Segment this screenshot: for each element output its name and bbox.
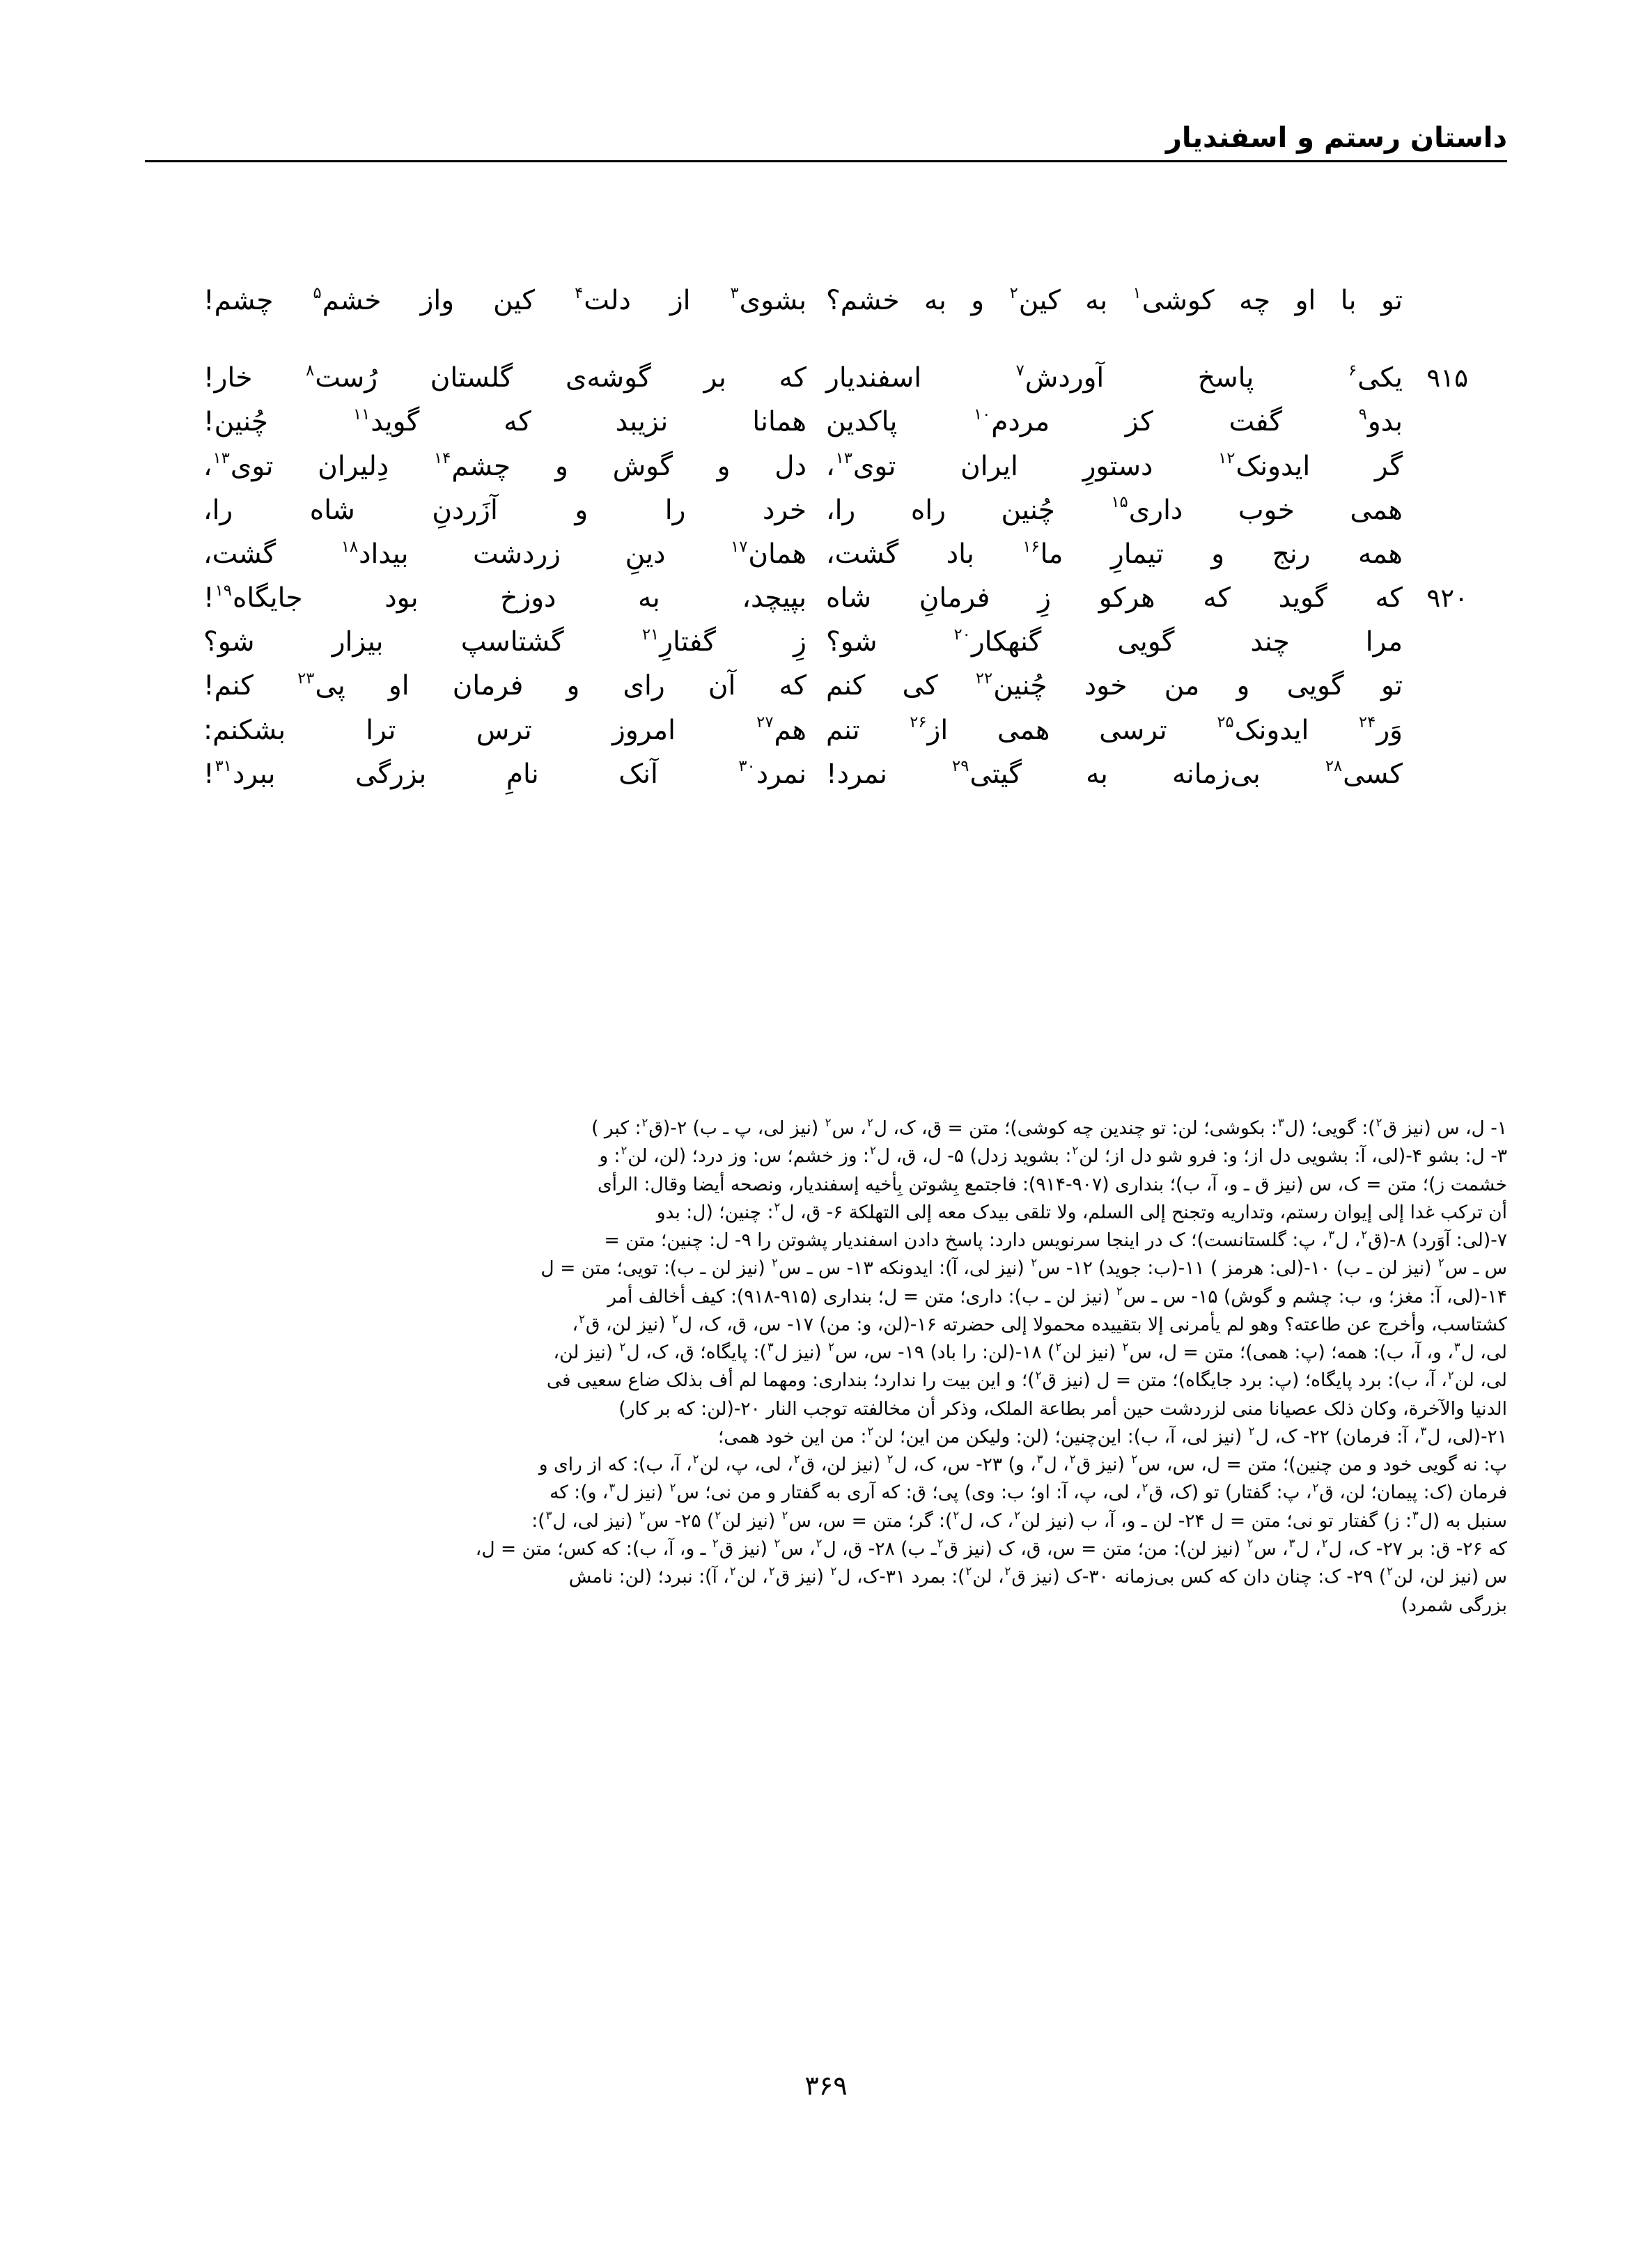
hemistich-text: دل و گوش و چشم$^{۱۴}$ دِلیران توی$^{۱۳}$، xyxy=(203,449,806,482)
hemistich-text: بشوی$^۳$ از دلت$^۴$ کین واز خشم$^۵$ چشم! xyxy=(203,284,806,316)
hemistich-first xyxy=(826,444,1507,488)
hemistich-text: هم$^{۲۷}$ امروز ترس ترا بشکنم: xyxy=(203,713,806,746)
running-head-rule xyxy=(145,160,1507,162)
hemistich-second xyxy=(145,752,826,796)
hemistich-text: که بر گوشه‌ی گلستان رُست$^۸$ خار! xyxy=(203,361,806,394)
hemistich-second xyxy=(145,532,826,576)
hemistich-text: بدو$^۹$ گفت کز مردم$^{۱۰}$ پاکدین xyxy=(826,405,1403,438)
verse-block xyxy=(145,279,1507,796)
hemistich-second xyxy=(145,708,826,752)
hemistich-text: یکی$^۶$ پاسخ آوردش$^۷$ اسفندیار xyxy=(826,361,1403,394)
apparatus-line: لی، ل$^۳$، و، آ، ب): همه؛ (پ: همی)؛ متن = ل، س$^۲$ (نیز لن$^۲$) ۱۸-(لن: را باد) ۱۹- س، س$^۲$ (نیز ل$^۳$): پایگاه؛ ق، ک، ل$^۲$ (نیز لن، xyxy=(553,1340,1507,1364)
hemistich-first xyxy=(826,488,1507,532)
hemistich-text: وَر$^{۲۴}$ ایدونک$^{۲۵}$ ترسی همی از$^{۲۶}$ تنم xyxy=(826,713,1403,746)
hemistich-text: مرا چند گویی گنهکار$^{۲۰}$ شو؟ xyxy=(826,625,1403,658)
hemistich-text: همی خوب داری$^{۱۵}$ چُنین راه را، xyxy=(826,493,1403,526)
apparatus-line: کشتاسب، وأخرج عن طاعته؟ وهو لم یأمرنی إلا بتقییده محمولا إلی حضرته ۱۶-(لن، و: من) ۱۷- س، ق، ک، ل$^۲$ (نیز لن، ق$^۲$، xyxy=(572,1312,1507,1335)
hemistich-first xyxy=(826,708,1507,752)
hemistich-text: تو با او چه کوشی$^۱$ به کین$^۲$ و به خشم؟ xyxy=(826,284,1403,316)
hemistich-second xyxy=(145,400,826,444)
verse-couplet xyxy=(145,400,1507,444)
hemistich-text: گر ایدونک$^{۱۲}$ دستورِ ایران توی$^{۱۳}$، xyxy=(826,449,1403,482)
apparatus-line: ۷-(لی: آوَرد) ۸-(ق$^۲$، ل$^۳$، پ: گلستانست)؛ ک در اینجا سرنویس دارد: پاسخ دادن اسفندیار پشوتن را ۹- ل: چنین؛ متن = xyxy=(604,1228,1507,1252)
hemistich-second xyxy=(145,279,826,323)
apparatus-line: بزرگی شمرد) xyxy=(1401,1594,1507,1616)
running-head xyxy=(145,123,1507,162)
apparatus-line: پ: نه گویی خود و من چنین)؛ متن = ل، س، س$^۲$ (نیز ق$^۲$، ل$^۳$، و) ۲۳- س، ک، ل$^۲$ (نیز لن، ق$^۲$، لی، پ، لن$^۲$، آ، ب): که از رای و xyxy=(538,1452,1507,1476)
hemistich-first xyxy=(826,620,1507,664)
hemistich-first xyxy=(826,400,1507,444)
hemistich-text: کسی$^{۲۸}$ بی‌زمانه به گیتی$^{۲۹}$ نمرد! xyxy=(826,757,1403,790)
verse-couplet xyxy=(145,279,1507,323)
apparatus-line: أن ترکب غدا إلی إیوان رستم، وتداریه وتجنح إلی السلم، ولا تلقی بیدک معه إلی التهلکة ۶- ق، ل$^۲$: چنین؛ (ل: بدو xyxy=(656,1200,1507,1223)
hemistich-text: که آن رای و فرمان او پی$^{۲۳}$ کنم! xyxy=(203,669,807,702)
verse-couplet xyxy=(145,752,1507,796)
verse-couplet xyxy=(145,664,1507,708)
hemistich-first xyxy=(826,356,1507,400)
apparatus-criticus xyxy=(145,1115,1507,1620)
hemistich-first xyxy=(826,532,1507,576)
hemistich-first xyxy=(826,279,1507,323)
verse-couplet xyxy=(145,444,1507,488)
hemistich-second xyxy=(145,620,826,664)
hemistich-second xyxy=(145,488,826,532)
hemistich-second xyxy=(145,664,826,708)
verse-line-number: ۹۱۵ xyxy=(1426,363,1468,394)
apparatus-line: فرمان (ک: پیمان؛ لن، ق$^۲$، پ: گفتار) تو (ک، ق$^۲$، لی، پ، آ: او؛ ب: وی) پی؛ ق: که آری به گفتار و من نی؛ س$^۲$ (نیز ل$^۳$، و): که xyxy=(550,1480,1507,1504)
apparatus-line: ۲۱-(لی، ل$^۳$، آ: فرمان) ۲۲- ک، ل$^۲$ (نیز لی، آ، ب): این‌چنین؛ (لن: ولیکن من این؛ لن$^۲$: من این خود همی؛ xyxy=(717,1425,1507,1448)
hemistich-second xyxy=(145,576,826,620)
verse-couplet xyxy=(145,576,1507,620)
hemistich-text: تو گویی و من خود چُنین$^{۲۲}$ کی کنم xyxy=(826,669,1403,702)
apparatus-line: ۱۴-(لی، آ: مغز؛ و، ب: چشم و گوش) ۱۵- س ـ س$^۲$ (نیز لن ـ ب): داری؛ متن = ل؛ بنداری (۹۱۵-۹۱۸): کیف أخالف أمر xyxy=(607,1284,1507,1307)
hemistich-text: نمرد$^{۳۰}$ آنک نامِ بزرگی ببرد$^{۳۱}$! xyxy=(203,757,806,790)
apparatus-line: س ـ س$^۲$ (نیز لن ـ ب) ۱۰-(لی: هرمز ) ۱۱-(ب: جوید) ۱۲- س$^۲$ (نیز لی، آ): ایدونکه ۱۳- س ـ س$^۲$ (نیز لن ـ ب): تویی؛ متن = ل xyxy=(540,1256,1507,1280)
hemistich-second xyxy=(145,356,826,400)
hemistich-text: بپیچد، به دوزخ بود جایگاه$^{۱۹}$! xyxy=(203,581,806,614)
apparatus-line: که ۲۶- ق: بر ۲۷- ک، ل$^۲$، ل$^۳$، س$^۲$ (نیز لن): من؛ متن = س، ق، ک (نیز ق$^۲$ـ ب) ۲۸- ق، ل$^۲$، س$^۲$ (نیز ق$^۲$ ـ و، آ، ب): که کس؛ متن = ل، xyxy=(475,1537,1507,1560)
apparatus-line: خشمت ز)؛ متن = ک، س (نیز ق ـ و، آ، ب)؛ بنداری (۹۰۷-۹۱۴): فاجتمع بِشوتن بِأخیه إسفندیار، ونصحه أیضا وقال: الرأی xyxy=(597,1173,1507,1195)
apparatus-line: س (نیز لن، لن$^۲$) ۲۹- ک: چنان دان که کس بی‌زمانه ۳۰-ک (نیز ق$^۲$، لن$^۲$): بمرد ۳۱-ک، ل$^۲$ (نیز ق$^۲$، لن$^۲$، آ): نبرد؛ (لن: نامش xyxy=(568,1565,1507,1588)
verse-couplet xyxy=(145,620,1507,664)
hemistich-text: که گوید که هرکو زِ فرمانِ شاه xyxy=(826,582,1403,614)
hemistich-text: زِ گفتارِ$^{۲۱}$ گشتاسپ بیزار شو؟ xyxy=(203,625,806,658)
hemistich-text: همانا نزیبد که گوید$^{۱۱}$ چُنین! xyxy=(203,405,806,438)
hemistich-first xyxy=(826,664,1507,708)
apparatus-line: الدنیا والآخرة، وکان ذلک عصیانا منی لزردشت حین أمر بطاعة الملک، وذکر أن مخالفته توجب النار ۲۰-(لن: که بر کار) xyxy=(618,1397,1507,1420)
hemistich-text: همه رنج و تیمارِ ما$^{۱۶}$ باد گشت، xyxy=(826,537,1403,570)
apparatus-line: لی، لن$^۲$، آ، ب): برد پایگاه؛ (پ: برد جایگاه)؛ متن = ل (نیز ق$^۲$)؛ و این بیت را ندارد؛ بنداری: ومهما لم أف بذلک ضاع سعیی فی xyxy=(546,1368,1507,1392)
apparatus-line: ۳- ل: بشو ۴-(لی، آ: بشویی دل از؛ و: فرو شو دل از؛ لن$^۲$: بشوید زدل) ۵- ل، ق، ل$^۲$: وز خشم؛ س: وز درد؛ (لن، لن$^۲$: و xyxy=(599,1144,1507,1167)
verse-couplet xyxy=(145,708,1507,752)
verse-line-number: ۹۲۰ xyxy=(1426,583,1468,614)
folio-number: ۳۶۹ xyxy=(804,2070,848,2101)
apparatus-line: سنبل به (ل$^۳$: ز) گفتار تو نی؛ متن = ل ۲۴- لن ـ و، آ، ب (نیز لن$^۲$، ک، ل$^۲$): گر؛ متن = س، س$^۲$ (نیز لن$^۲$) ۲۵- س$^۲$ (نیز لی، ل$^۳$): xyxy=(531,1508,1507,1532)
verse-couplet xyxy=(145,356,1507,400)
hemistich-text: خرد را و آزَردنِ شاه را، xyxy=(203,494,806,526)
apparatus-line: ۱- ل، س (نیز ق$^۲$): گویی؛ (ل$^۳$: بکوشی؛ لن: تو چندین چه کوشی)؛ متن = ق، ک، ل$^۲$، س$^۲$ (نیز لی، پ ـ ب) ۲-(ق$^۲$: کبر ) xyxy=(591,1116,1507,1139)
hemistich-text: همان$^{۱۷}$ دینِ زردشت بیداد$^{۱۸}$ گشت، xyxy=(203,537,807,570)
running-head-title: داستان رستم و اسفندیار xyxy=(1165,122,1507,154)
hemistich-first xyxy=(826,576,1507,620)
verse-couplet xyxy=(145,488,1507,532)
hemistich-first xyxy=(826,752,1507,796)
hemistich-second xyxy=(145,444,826,488)
verse-couplet xyxy=(145,532,1507,576)
